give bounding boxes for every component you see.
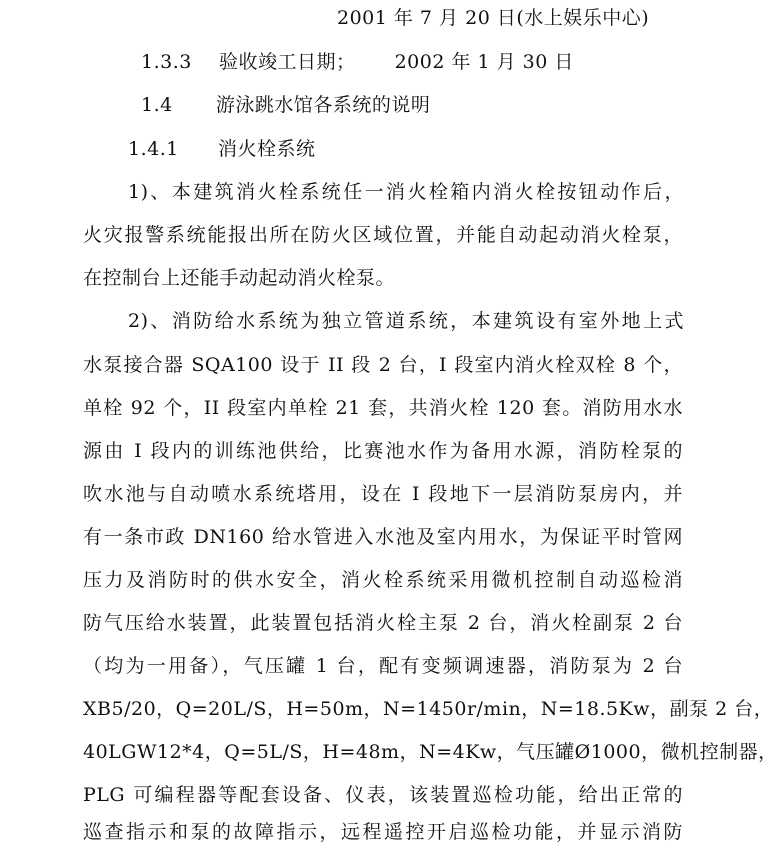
paragraph2-line: 40LGW12*4，Q=5L/S，H=48m，N=4Kw，气压罐Ø1000，微机控制器，	[83, 741, 778, 763]
paragraph2-line: 单栓 92 个，II 段室内单栓 21 套，共消火栓 120 套。消防用水水	[83, 397, 683, 419]
completion-date: 2002 年 1 月 30 日	[394, 51, 574, 73]
paragraph2-line: XB5/20，Q=20L/S，H=50m，N=1450r/min，N=18.5Kw，副泵 2 台，	[83, 698, 774, 720]
paragraph1-line: 1)、本建筑消火栓系统任一消火栓箱内消火栓按钮动作后，	[128, 181, 684, 203]
subsection-heading	[128, 137, 315, 161]
section-heading	[141, 93, 430, 117]
section-title: 游泳跳水馆各系统的说明	[215, 94, 431, 116]
paragraph2-line: 吹水池与自动喷水系统塔用，设在 I 段地下一层消防泵房内，并	[83, 483, 683, 505]
completion-date-line	[141, 50, 574, 74]
paragraph2-line: 压力及消防时的供水安全，消火栓系统采用微机控制自动巡检消	[83, 569, 683, 591]
subsection-title: 消火栓系统	[217, 138, 316, 160]
paragraph2-line: PLG 可编程器等配套设备、仪表，该装置巡检功能，给出正常的	[83, 784, 683, 806]
subsection-number: 1.4.1	[128, 138, 179, 160]
paragraph2-line: （均为一用备），气压罐 1 台，配有变频调速器，消防泵为 2 台	[83, 655, 683, 677]
section-number: 1.4	[141, 94, 173, 116]
date-line: 2001 年 7 月 20 日(水上娱乐中心)	[337, 7, 650, 29]
paragraph2-line: 有一条市政 DN160 给水管进入水池及室内用水，为保证平时管网	[83, 526, 683, 548]
paragraph2-line: 源由 I 段内的训练池供给，比赛池水作为备用水源，消防栓泵的	[83, 440, 683, 462]
paragraph2-line: 2)、消防给水系统为独立管道系统，本建筑设有室外地上式	[128, 310, 684, 332]
completion-label: 验收竣工日期；	[218, 51, 356, 73]
paragraph2-line: 巡查指示和泵的故障指示，远程遥控开启巡检功能，并显示消防	[83, 821, 683, 843]
paragraph1-line: 火灾报警系统能报出所在防火区域位置，并能自动起动消火栓泵，	[83, 224, 683, 246]
paragraph1-line: 在控制台上还能手动起动消火栓泵。	[83, 267, 396, 289]
paragraph2-line: 防气压给水装置，此装置包括消火栓主泵 2 台，消火栓副泵 2 台	[83, 612, 683, 634]
completion-number: 1.3.3	[141, 51, 192, 73]
paragraph2-line: 水泵接合器 SQA100 设于 II 段 2 台，I 段室内消火栓双栓 8 个，	[83, 354, 683, 376]
